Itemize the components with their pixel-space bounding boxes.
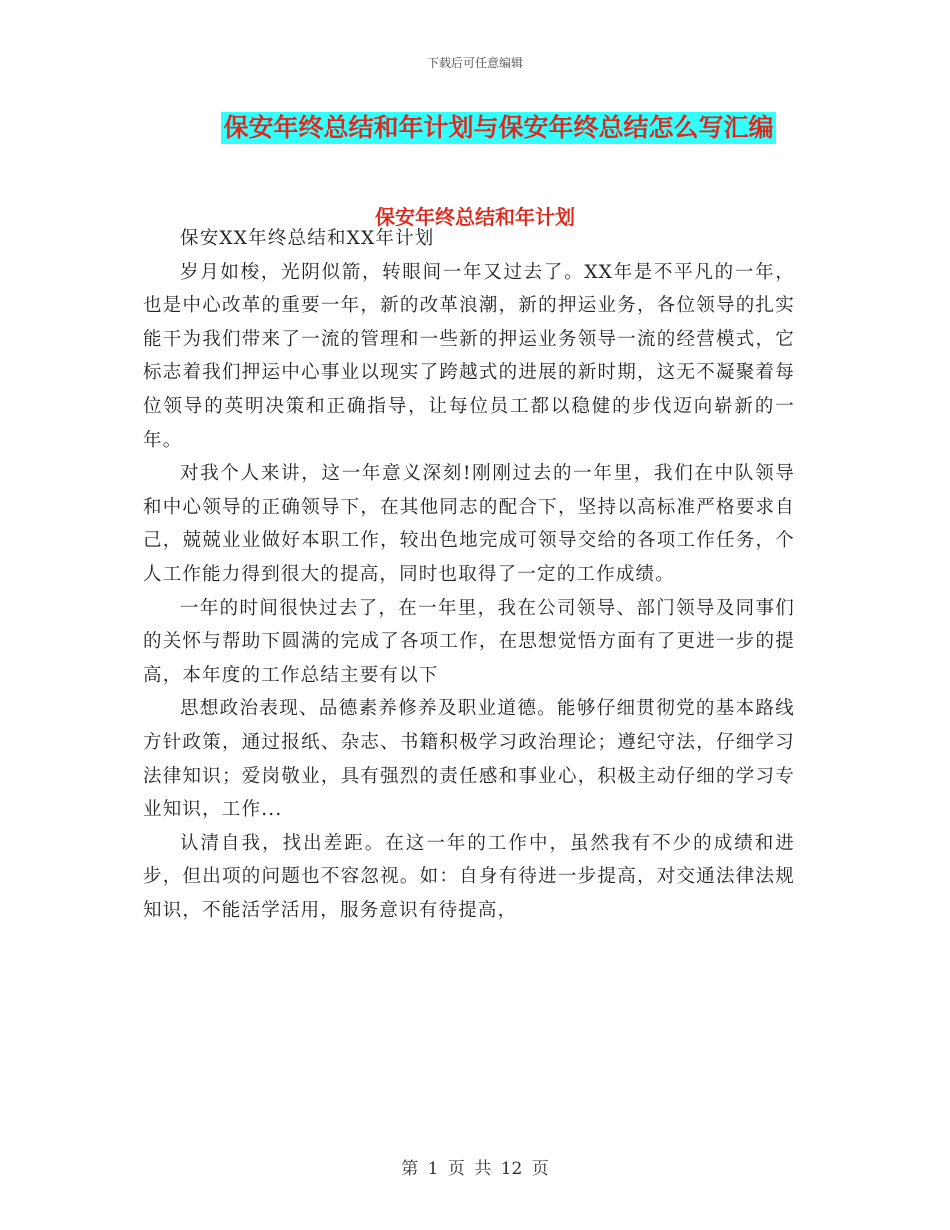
paragraph: 认清自我，找出差距。在这一年的工作中，虽然我有不少的成绩和进步，但出项的问题也不容忽视。如：自身有待进一步提高，对交通法律法规知识，不能活学活用，服务意识有待提高， — [143, 832, 795, 921]
section-title: 保安年终总结和年计划 — [375, 205, 575, 229]
document-title: 保安年终总结和年计划与保安年终总结怎么写汇编 — [223, 113, 774, 142]
document-title-container — [0, 112, 950, 144]
paragraph: 对我个人来讲，这一年意义深刻!刚刚过去的一年里，我们在中队领导和中心领导的正确领导下，在其他同志的配合下，坚持以高标准严格要求自己，兢兢业业做好本职工作，较出色地完成可领导交给的各项工作任务，个人工作能力得到很大的提高，同时也取得了一定的工作成绩。 — [143, 463, 795, 585]
page-header-note: 下载后可任意编辑 — [426, 56, 523, 70]
paragraph: 岁月如梭，光阴似箭，转眼间一年又过去了。XX年是不平凡的一年，也是中心改革的重要一年，新的改革浪潮，新的押运业务，各位领导的扎实能干为我们带来了一流的管理和一些新的押运业务领导一流的经营模式，它标志着我们押运中心事业以现实了跨越式的进展的新时期，这无不凝聚着每位领导的英明决策和正确指导，让每位员工都以稳健的步伐迈向崭新的一年。 — [143, 261, 795, 451]
document-body — [143, 222, 795, 927]
page-number-footer: 第 1 页 共 12 页 — [401, 1159, 549, 1179]
paragraph: 一年的时间很快过去了，在一年里，我在公司领导、部门领导及同事们的关怀与帮助下圆满的完成了各项工作，在思想觉悟方面有了更进一步的提高，本年度的工作总结主要有以下 — [143, 597, 795, 686]
paragraph-subtitle: 保安XX年终总结和XX年计划 — [180, 228, 435, 249]
paragraph: 思想政治表现、品德素养修养及职业道德。能够仔细贯彻党的基本路线方针政策，通过报纸、杂志、书籍积极学习政治理论；遵纪守法，仔细学习法律知识；爱岗敬业，具有强烈的责任感和事业心，积极主动仔细的学习专业知识，工作... — [143, 698, 795, 821]
